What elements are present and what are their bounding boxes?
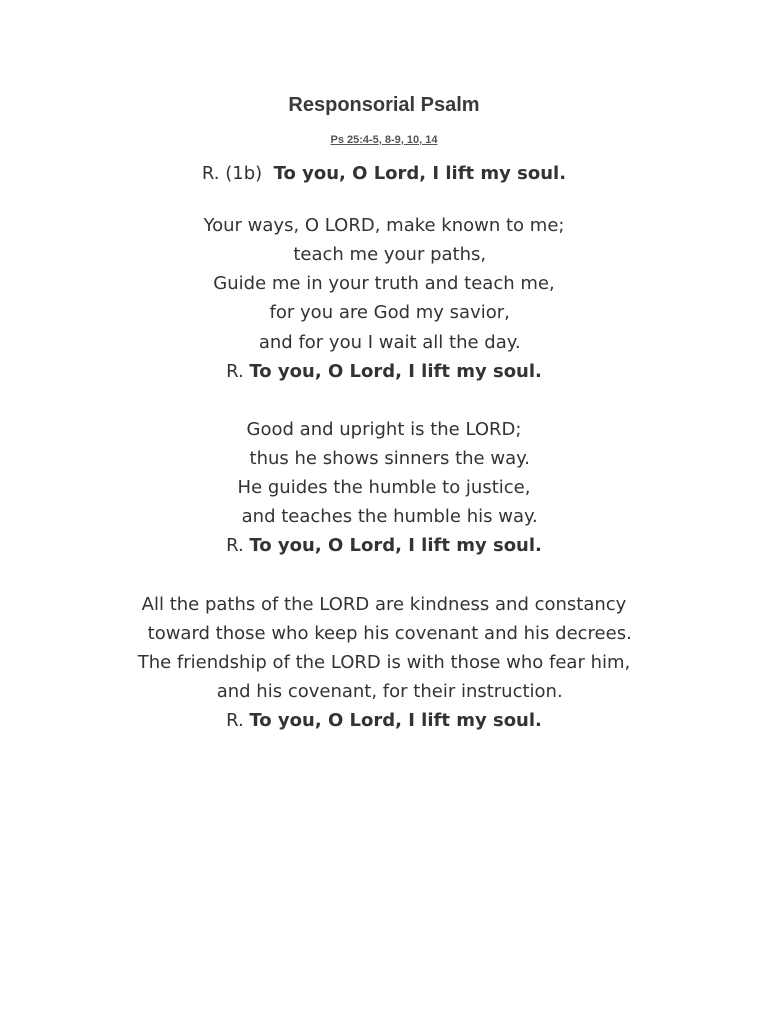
verse-line: thus he shows sinners the way.	[238, 448, 530, 469]
response-prefix: R.	[226, 710, 250, 731]
response-prefix: R.	[226, 535, 250, 556]
response-prefix: R. (1b)	[201, 163, 274, 184]
verse-line: Good and upright is the LORD;	[246, 419, 522, 440]
page-title: Responsorial Psalm	[288, 94, 480, 116]
scripture-citation: Ps 25:4-5, 8-9, 10, 14	[330, 134, 438, 146]
verse-line: Guide me in your truth and teach me,	[213, 273, 555, 294]
verse-line: and his covenant, for their instruction.	[205, 681, 563, 702]
verse-line: and teaches the humble his way.	[230, 506, 538, 527]
response-text: To you, O Lord, I lift my soul.	[249, 361, 542, 382]
verse-line: teach me your paths,	[281, 244, 487, 265]
response-text: To you, O Lord, I lift my soul.	[249, 535, 542, 556]
verse-line: and for you I wait all the day.	[247, 332, 521, 353]
verse-line: He guides the humble to justice,	[237, 477, 531, 498]
verse-line: for you are God my savior,	[258, 302, 510, 323]
response-text: To you, O Lord, I lift my soul.	[249, 710, 542, 731]
verse-line: The friendship of the LORD is with those who fear him,	[137, 652, 631, 673]
response-line	[0, 534, 768, 558]
verse-line: Your ways, O LORD, make known to me;	[203, 215, 565, 236]
response-prefix: R.	[226, 361, 250, 382]
response-line	[0, 709, 768, 733]
verse-line: All the paths of the LORD are kindness and constancy	[141, 594, 627, 615]
response-line	[0, 360, 768, 384]
verse-line: toward those who keep his covenant and his decrees.	[136, 623, 632, 644]
response-text: To you, O Lord, I lift my soul.	[273, 163, 567, 184]
response-intro	[0, 162, 768, 186]
